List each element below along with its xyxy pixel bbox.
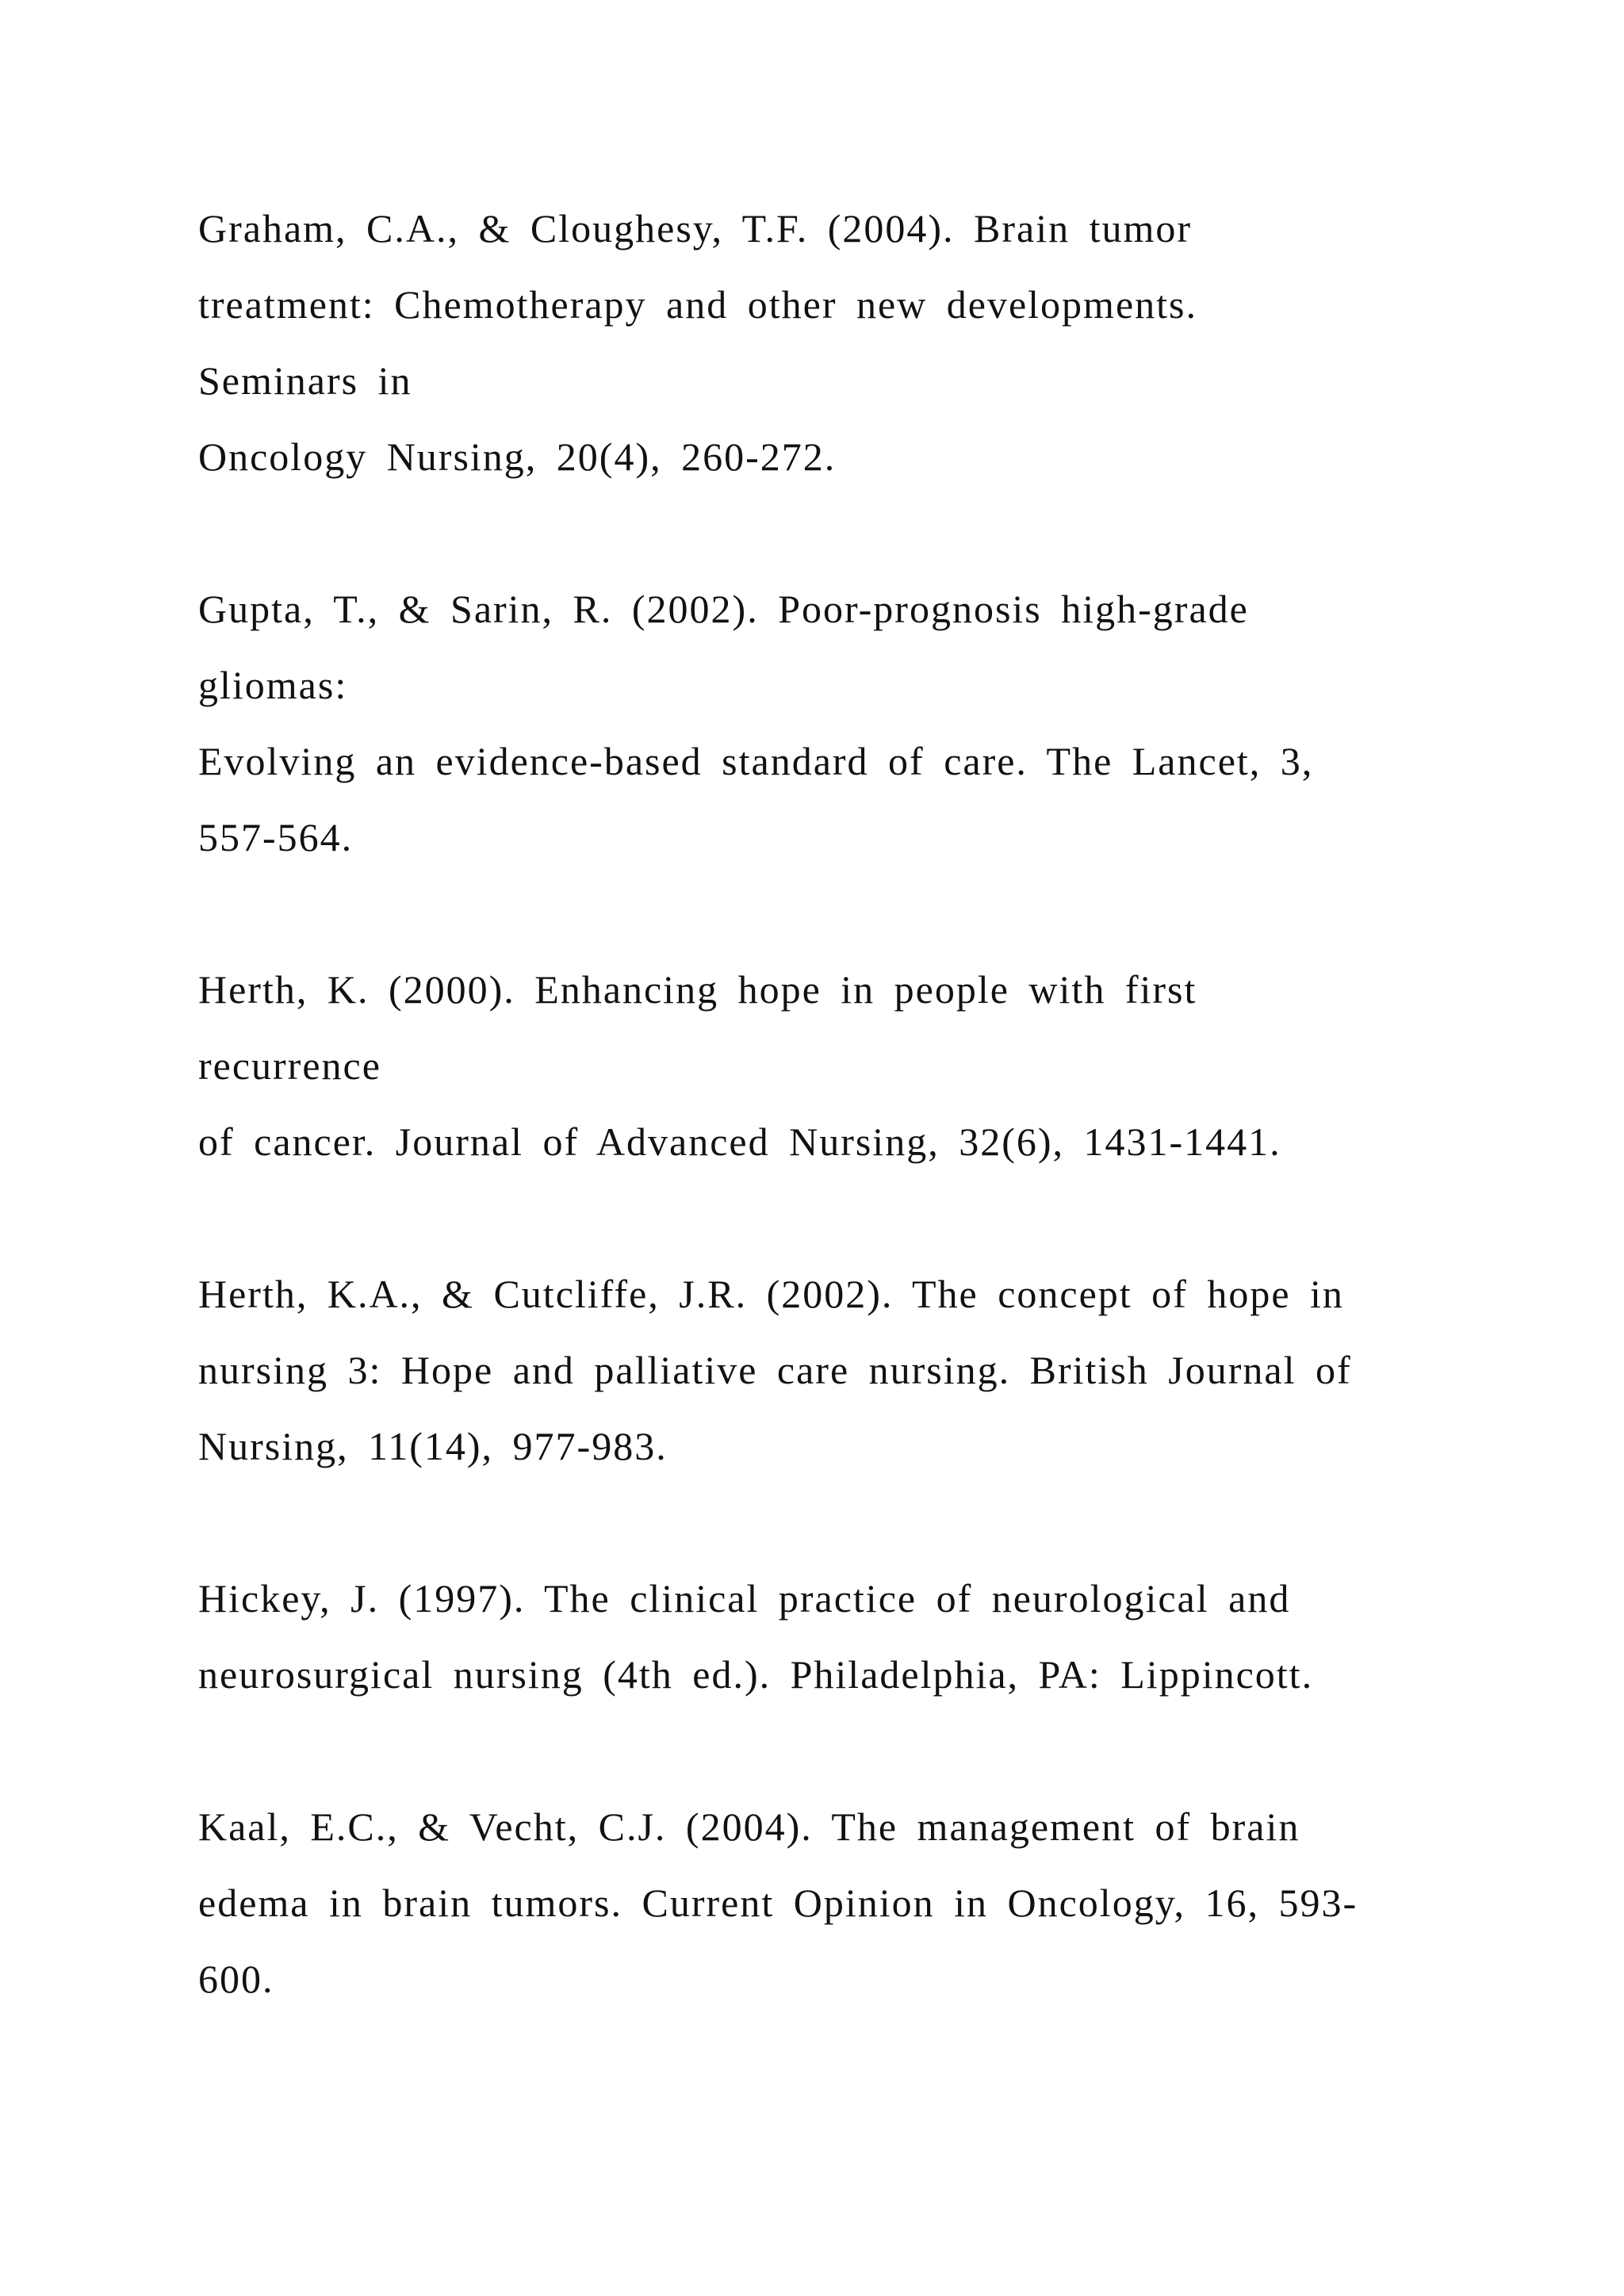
reference-line: Kaal, E.C., & Vecht, C.J. (2004). The management of brain [198,1804,1300,1849]
reference-line: of cancer. Journal of Advanced Nursing, 32(6), 1431-1441. [198,1119,1281,1164]
reference-line: edema in brain tumors. Current Opinion in Oncology, 16, 593- [198,1881,1358,1925]
reference-line: neurosurgical nursing (4th ed.). Philadelphia, PA: Lippincott. [198,1652,1314,1697]
reference-line: 557-564. [198,815,354,859]
reference-line: Graham, C.A., & Cloughesy, T.F. (2004). Brain tumor [198,206,1193,251]
reference-entry-herth-cutcliffe-2002 [198,1256,1435,1484]
reference-line: treatment: Chemotherapy and other new developments. [198,282,1197,327]
reference-line: Gupta, T., & Sarin, R. (2002). Poor-prognosis high-grade [198,587,1249,631]
reference-line: gliomas: [198,663,348,707]
reference-entry-herth-2000 [198,951,1435,1180]
reference-line: Herth, K.A., & Cutcliffe, J.R. (2002). The concept of hope in [198,1272,1344,1316]
reference-entry-graham-2004 [198,190,1435,495]
reference-line: nursing 3: Hope and palliative care nursing. British Journal of [198,1348,1352,1392]
reference-line: recurrence [198,1043,381,1088]
reference-entry-gupta-2002 [198,571,1435,875]
reference-entry-kaal-2004 [198,1789,1435,2017]
reference-list [198,190,1435,2093]
reference-line: Evolving an evidence-based standard of care. The Lancet, 3, [198,739,1314,783]
reference-line: Herth, K. (2000). Enhancing hope in people with first [198,967,1197,1012]
reference-line: Oncology Nursing, 20(4), 260-272. [198,434,837,479]
reference-line: Nursing, 11(14), 977-983. [198,1424,668,1468]
reference-entry-hickey-1997 [198,1560,1435,1712]
reference-line: 600. [198,1957,274,2001]
reference-line: Seminars in [198,358,412,403]
reference-line: Hickey, J. (1997). The clinical practice of neurological and [198,1576,1291,1621]
